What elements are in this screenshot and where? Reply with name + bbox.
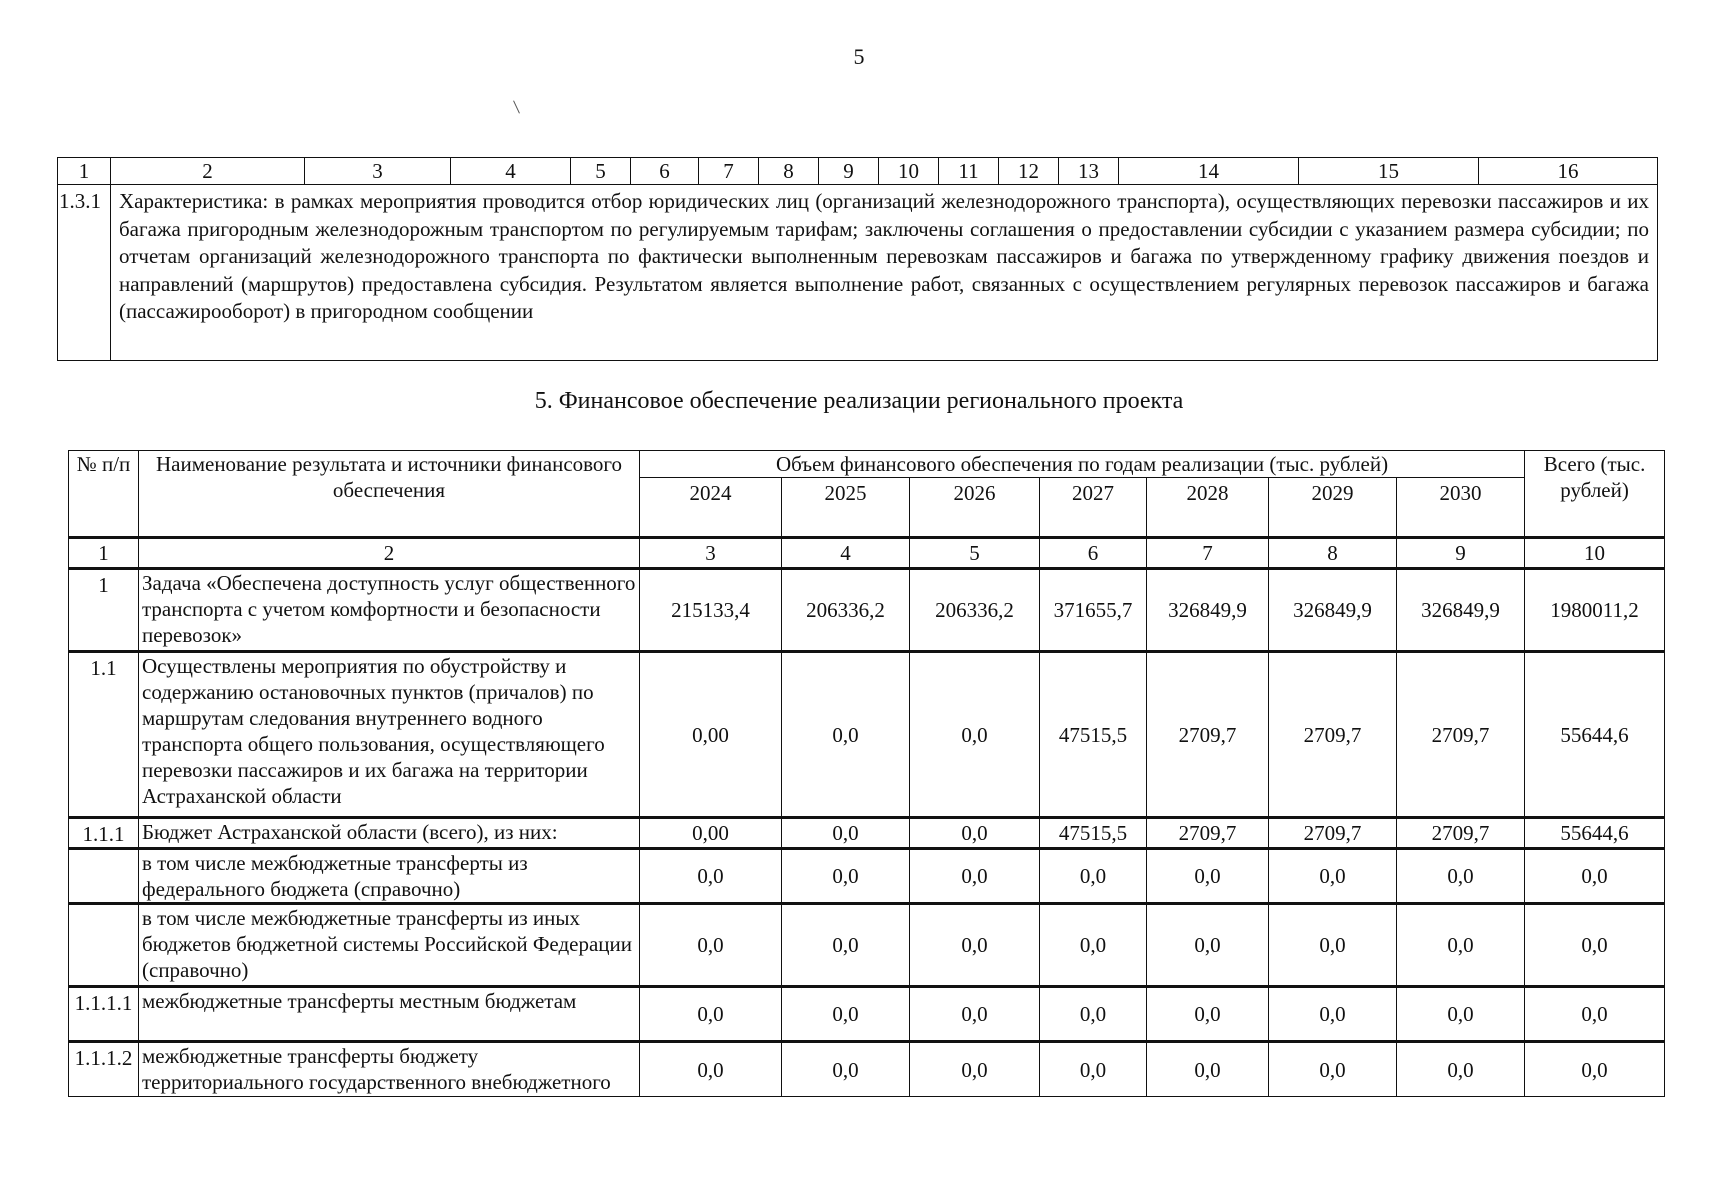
value-cell: 206336,2 <box>782 569 910 652</box>
column-number: 1 <box>58 158 111 185</box>
row-number <box>69 904 139 987</box>
row-name: Бюджет Астраханской области (всего), из них: <box>139 818 640 849</box>
column-number: 2 <box>111 158 305 185</box>
value-cell: 0,0 <box>1147 904 1269 987</box>
column-number: 5 <box>571 158 631 185</box>
column-number: 9 <box>819 158 879 185</box>
section-title: 5. Финансовое обеспечение реализации регионального проекта <box>534 388 1184 414</box>
value-cell: 215133,4 <box>640 569 782 652</box>
header-year: 2028 <box>1147 478 1269 538</box>
column-number: 8 <box>1269 538 1397 569</box>
header-year: 2027 <box>1040 478 1147 538</box>
value-cell: 0,0 <box>910 849 1040 904</box>
value-cell: 47515,5 <box>1040 652 1147 818</box>
value-cell: 0,0 <box>1040 987 1147 1042</box>
value-cell: 0,0 <box>1040 904 1147 987</box>
column-number: 7 <box>699 158 759 185</box>
row-number: 1 <box>69 569 139 652</box>
header-year: 2029 <box>1269 478 1397 538</box>
value-cell: 326849,9 <box>1269 569 1397 652</box>
value-cell: 0,0 <box>1525 904 1665 987</box>
row-number: 1.1 <box>69 652 139 818</box>
column-number: 2 <box>139 538 640 569</box>
value-cell: 0,0 <box>910 1042 1040 1097</box>
header-num: № п/п <box>69 451 139 538</box>
value-cell: 0,0 <box>782 987 910 1042</box>
value-cell: 0,0 <box>1040 1042 1147 1097</box>
column-number: 10 <box>1525 538 1665 569</box>
value-cell: 2709,7 <box>1147 818 1269 849</box>
value-cell: 0,0 <box>640 1042 782 1097</box>
table-row <box>58 185 1658 361</box>
value-cell: 0,0 <box>910 818 1040 849</box>
column-number: 4 <box>451 158 571 185</box>
row-name: межбюджетные трансферты бюджету территориального государственного внебюджетного <box>139 1042 640 1097</box>
value-cell: 0,0 <box>1269 904 1397 987</box>
column-number: 1 <box>69 538 139 569</box>
column-number: 7 <box>1147 538 1269 569</box>
row-number: 1.3.1 <box>58 185 111 361</box>
value-cell: 0,0 <box>782 818 910 849</box>
scan-artifact-mark <box>513 100 520 113</box>
table-row <box>69 849 1665 904</box>
column-number-row <box>69 538 1665 569</box>
table-row <box>69 987 1665 1042</box>
column-number: 13 <box>1059 158 1119 185</box>
column-number: 12 <box>999 158 1059 185</box>
column-number: 6 <box>631 158 699 185</box>
value-cell: 0,00 <box>640 818 782 849</box>
row-number: 1.1.1 <box>69 818 139 849</box>
value-cell: 0,0 <box>1040 849 1147 904</box>
value-cell: 0,0 <box>1397 987 1525 1042</box>
value-cell: 0,0 <box>910 904 1040 987</box>
column-number: 6 <box>1040 538 1147 569</box>
row-name: в том числе межбюджетные трансферты из иных бюджетов бюджетной системы Российской Федерации (справочно) <box>139 904 640 987</box>
value-cell: 2709,7 <box>1269 652 1397 818</box>
value-cell: 206336,2 <box>910 569 1040 652</box>
column-number: 10 <box>879 158 939 185</box>
value-cell: 0,0 <box>640 904 782 987</box>
value-cell: 0,0 <box>1525 849 1665 904</box>
value-cell: 2709,7 <box>1269 818 1397 849</box>
row-number: 1.1.1.1 <box>69 987 139 1042</box>
value-cell: 0,0 <box>1269 987 1397 1042</box>
column-number: 14 <box>1119 158 1299 185</box>
header-year: 2026 <box>910 478 1040 538</box>
value-cell: 2709,7 <box>1397 652 1525 818</box>
value-cell: 0,0 <box>1147 987 1269 1042</box>
column-number: 3 <box>305 158 451 185</box>
value-cell: 326849,9 <box>1397 569 1525 652</box>
value-cell: 0,0 <box>1269 1042 1397 1097</box>
row-name: межбюджетные трансферты местным бюджетам <box>139 987 640 1042</box>
row-name: Задача «Обеспечена доступность услуг общественного транспорта с учетом комфортности и безопасности перевозок» <box>139 569 640 652</box>
value-cell: 0,0 <box>782 1042 910 1097</box>
value-cell: 2709,7 <box>1397 818 1525 849</box>
value-cell: 0,0 <box>910 987 1040 1042</box>
column-number: 4 <box>782 538 910 569</box>
value-cell: 0,0 <box>910 652 1040 818</box>
header-name: Наименование результата и источники финансового обеспечения <box>139 451 640 538</box>
value-cell: 2709,7 <box>1147 652 1269 818</box>
value-cell: 0,0 <box>782 652 910 818</box>
row-number: 1.1.1.2 <box>69 1042 139 1097</box>
value-cell: 0,0 <box>1147 1042 1269 1097</box>
table-row <box>69 818 1665 849</box>
value-cell: 0,0 <box>1147 849 1269 904</box>
header-row-1 <box>69 451 1665 478</box>
value-cell: 0,0 <box>782 849 910 904</box>
header-group: Объем финансового обеспечения по годам реализации (тыс. рублей) <box>640 451 1525 478</box>
financial-table <box>68 450 1665 1097</box>
header-year: 2030 <box>1397 478 1525 538</box>
row-name: в том числе межбюджетные трансферты из федерального бюджета (справочно) <box>139 849 640 904</box>
row-name: Осуществлены мероприятия по обустройству и содержанию остановочных пунктов (причалов) по маршрутам следования внутреннего водного транспорта общего пользования, осуществляющего перевозки пассажиров и их багажа на территории Астраханской области <box>139 652 640 818</box>
characteristic-text: Характеристика: в рамках мероприятия проводится отбор юридических лиц (организаций железнодорожного транспорта), осуществляющих перевозки пассажиров и их багажа пригородным железнодорожным транспортом по регулируемым тарифам; заключены соглашения о предоставлении субсидии с указанием размера субсидии; по отчетам организаций железнодорожного транспорта по фактически выполненным перевозкам пассажиров и багажа по утвержденному графику движения поездов и направлений (маршрутов) предоставлена субсидия. Результатом является выполнение работ, связанных с осуществлением регулярных перевозок пассажиров и багажа (пассажирооборот) в пригородном сообщении <box>111 185 1658 361</box>
column-number: 15 <box>1299 158 1479 185</box>
table-row <box>69 904 1665 987</box>
value-cell: 0,0 <box>1269 849 1397 904</box>
value-cell: 1980011,2 <box>1525 569 1665 652</box>
value-cell: 0,0 <box>1397 904 1525 987</box>
value-cell: 326849,9 <box>1147 569 1269 652</box>
header-year: 2024 <box>640 478 782 538</box>
row-number <box>69 849 139 904</box>
value-cell: 0,00 <box>640 652 782 818</box>
value-cell: 371655,7 <box>1040 569 1147 652</box>
header-year: 2025 <box>782 478 910 538</box>
value-cell: 0,0 <box>1525 1042 1665 1097</box>
page-number: 5 <box>853 44 865 69</box>
column-number: 9 <box>1397 538 1525 569</box>
table-row <box>69 569 1665 652</box>
value-cell: 55644,6 <box>1525 818 1665 849</box>
column-number-row <box>58 158 1658 185</box>
value-cell: 55644,6 <box>1525 652 1665 818</box>
value-cell: 0,0 <box>1397 849 1525 904</box>
value-cell: 0,0 <box>1525 987 1665 1042</box>
column-number: 11 <box>939 158 999 185</box>
column-number: 16 <box>1479 158 1658 185</box>
characteristics-table <box>57 157 1658 361</box>
table-row <box>69 1042 1665 1097</box>
value-cell: 0,0 <box>640 987 782 1042</box>
value-cell: 0,0 <box>640 849 782 904</box>
value-cell: 0,0 <box>782 904 910 987</box>
value-cell: 0,0 <box>1397 1042 1525 1097</box>
header-total: Всего (тыс. рублей) <box>1525 451 1665 538</box>
table-row <box>69 652 1665 818</box>
column-number: 3 <box>640 538 782 569</box>
column-number: 5 <box>910 538 1040 569</box>
value-cell: 47515,5 <box>1040 818 1147 849</box>
column-number: 8 <box>759 158 819 185</box>
